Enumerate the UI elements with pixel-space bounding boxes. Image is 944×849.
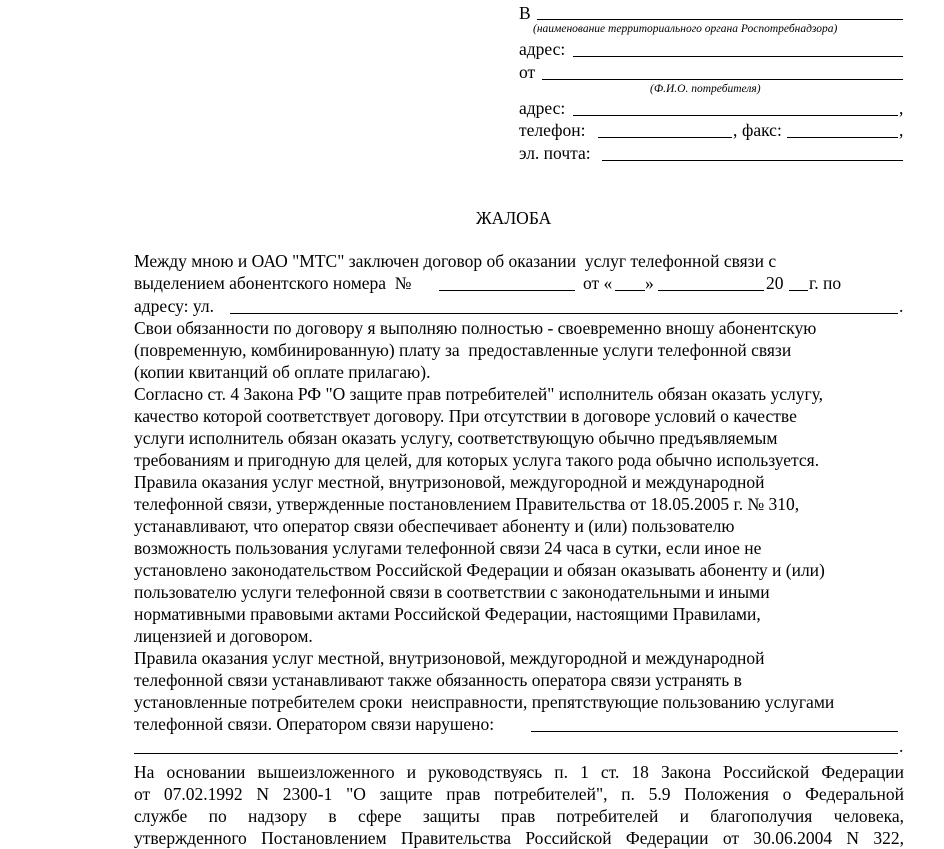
- body-line: возможность пользования услугами телефонной связи 24 часа в сутки, если иное не: [134, 538, 762, 558]
- date-month-blank[interactable]: [658, 290, 764, 291]
- sender-caption: (Ф.И.О. потребителя): [650, 83, 761, 95]
- body-line: выделением абонентского номера №: [134, 273, 412, 293]
- body-text: от «: [583, 273, 613, 293]
- body-line: (повременную, комбинированную) плату за предоставленные услуги телефонной связи: [134, 340, 792, 360]
- body-line: телефонной связи. Оператором связи нарушено:: [134, 714, 495, 734]
- fax-label: факс:: [742, 120, 782, 140]
- body-line: требованиям и пригодную для целей, для которых услуга такого рода обычно используется.: [134, 450, 820, 470]
- body-text: .: [899, 736, 904, 756]
- body-line-justified: утвержденного Постановлением Правительства Российской Федерации от 30.06.2004 N 322,: [134, 828, 904, 848]
- body-line: Правила оказания услуг местной, внутризоновой, междугородной и международной: [134, 472, 765, 492]
- fax-blank[interactable]: [787, 137, 898, 138]
- date-year-blank[interactable]: [789, 290, 808, 291]
- body-line: Между мною и ОАО "МТС" заключен договор об оказании услуг телефонной связи с: [134, 251, 777, 271]
- body-text: 20: [766, 273, 784, 293]
- fax-comma: ,: [899, 120, 904, 140]
- body-line-justified: службе по надзору в сфере защиты прав потребителей и благополучия человека,: [134, 806, 904, 826]
- violation-blank-continued[interactable]: [134, 753, 898, 754]
- body-line: телефонной связи, утвержденные постановлением Правительства от 18.05.2005 г. № 310,: [134, 494, 800, 514]
- date-day-blank[interactable]: [615, 290, 645, 291]
- email-blank[interactable]: [602, 160, 903, 161]
- body-line: услуги исполнитель обязан оказать услугу, соответствующую обычно предъявляемым: [134, 428, 778, 448]
- body-line: Правила оказания услуг местной, внутризоновой, междугородной и международной: [134, 648, 765, 668]
- body-line: нормативными правовыми актами Российской Федерации, настоящими Правилами,: [134, 604, 761, 624]
- body-line: Свои обязанности по договору я выполняю полностью - своевременно вношу абонентскую: [134, 318, 817, 338]
- body-line: Согласно ст. 4 Закона РФ "О защите прав потребителей" исполнитель обязан оказать услугу,: [134, 384, 824, 404]
- sender-address-label: адрес:: [519, 98, 566, 118]
- body-line: установлено законодательством Российской Федерации и обязан оказывать абоненту и (или): [134, 560, 825, 580]
- phone-number-blank[interactable]: [439, 290, 575, 291]
- body-text: г. по: [809, 273, 842, 293]
- phone-blank[interactable]: [598, 137, 732, 138]
- sender-label: от: [519, 62, 536, 82]
- email-label: эл. почта:: [519, 143, 591, 163]
- body-text: »: [645, 273, 654, 293]
- phone-comma: ,: [733, 120, 738, 140]
- sender-address-comma: ,: [899, 98, 904, 118]
- body-line: установленные потребителем сроки неисправности, препятствующие пользованию услугами: [134, 692, 835, 712]
- recipient-blank[interactable]: [537, 19, 903, 20]
- body-line-justified: от 07.02.1992 N 2300-1 "О защите прав потребителей", п. 5.9 Положения о Федеральной: [134, 784, 904, 804]
- body-line-justified: На основании вышеизложенного и руководствуясь п. 1 ст. 18 Закона Российской Федерации: [134, 762, 904, 782]
- recipient-address-blank[interactable]: [573, 56, 903, 57]
- document-title: ЖАЛОБА: [476, 208, 552, 228]
- body-line: качество которой соответствует договору. При отсутствии в договоре условий о качестве: [134, 406, 797, 426]
- body-text: .: [899, 296, 904, 316]
- body-line: пользователю услуги телефонной связи в соответствии с законодательными и иными: [134, 582, 770, 602]
- phone-label: телефон:: [519, 120, 586, 140]
- body-line: (копии квитанций об оплате прилагаю).: [134, 362, 431, 382]
- recipient-address-label: адрес:: [519, 39, 566, 59]
- street-address-blank[interactable]: [230, 313, 898, 314]
- body-line: телефонной связи устанавливают также обязанность оператора связи устранять в: [134, 670, 742, 690]
- sender-name-blank[interactable]: [542, 79, 903, 80]
- recipient-prefix: В: [519, 3, 531, 23]
- sender-address-blank[interactable]: [573, 115, 898, 116]
- violation-blank[interactable]: [531, 731, 898, 732]
- body-line: устанавливают, что оператор связи обеспечивает абоненту и (или) пользователю: [134, 516, 735, 536]
- recipient-caption: (наименование территориального органа Роспотребнадзора): [533, 23, 838, 35]
- body-line: лицензией и договором.: [134, 626, 313, 646]
- body-line: адресу: ул.: [134, 296, 215, 316]
